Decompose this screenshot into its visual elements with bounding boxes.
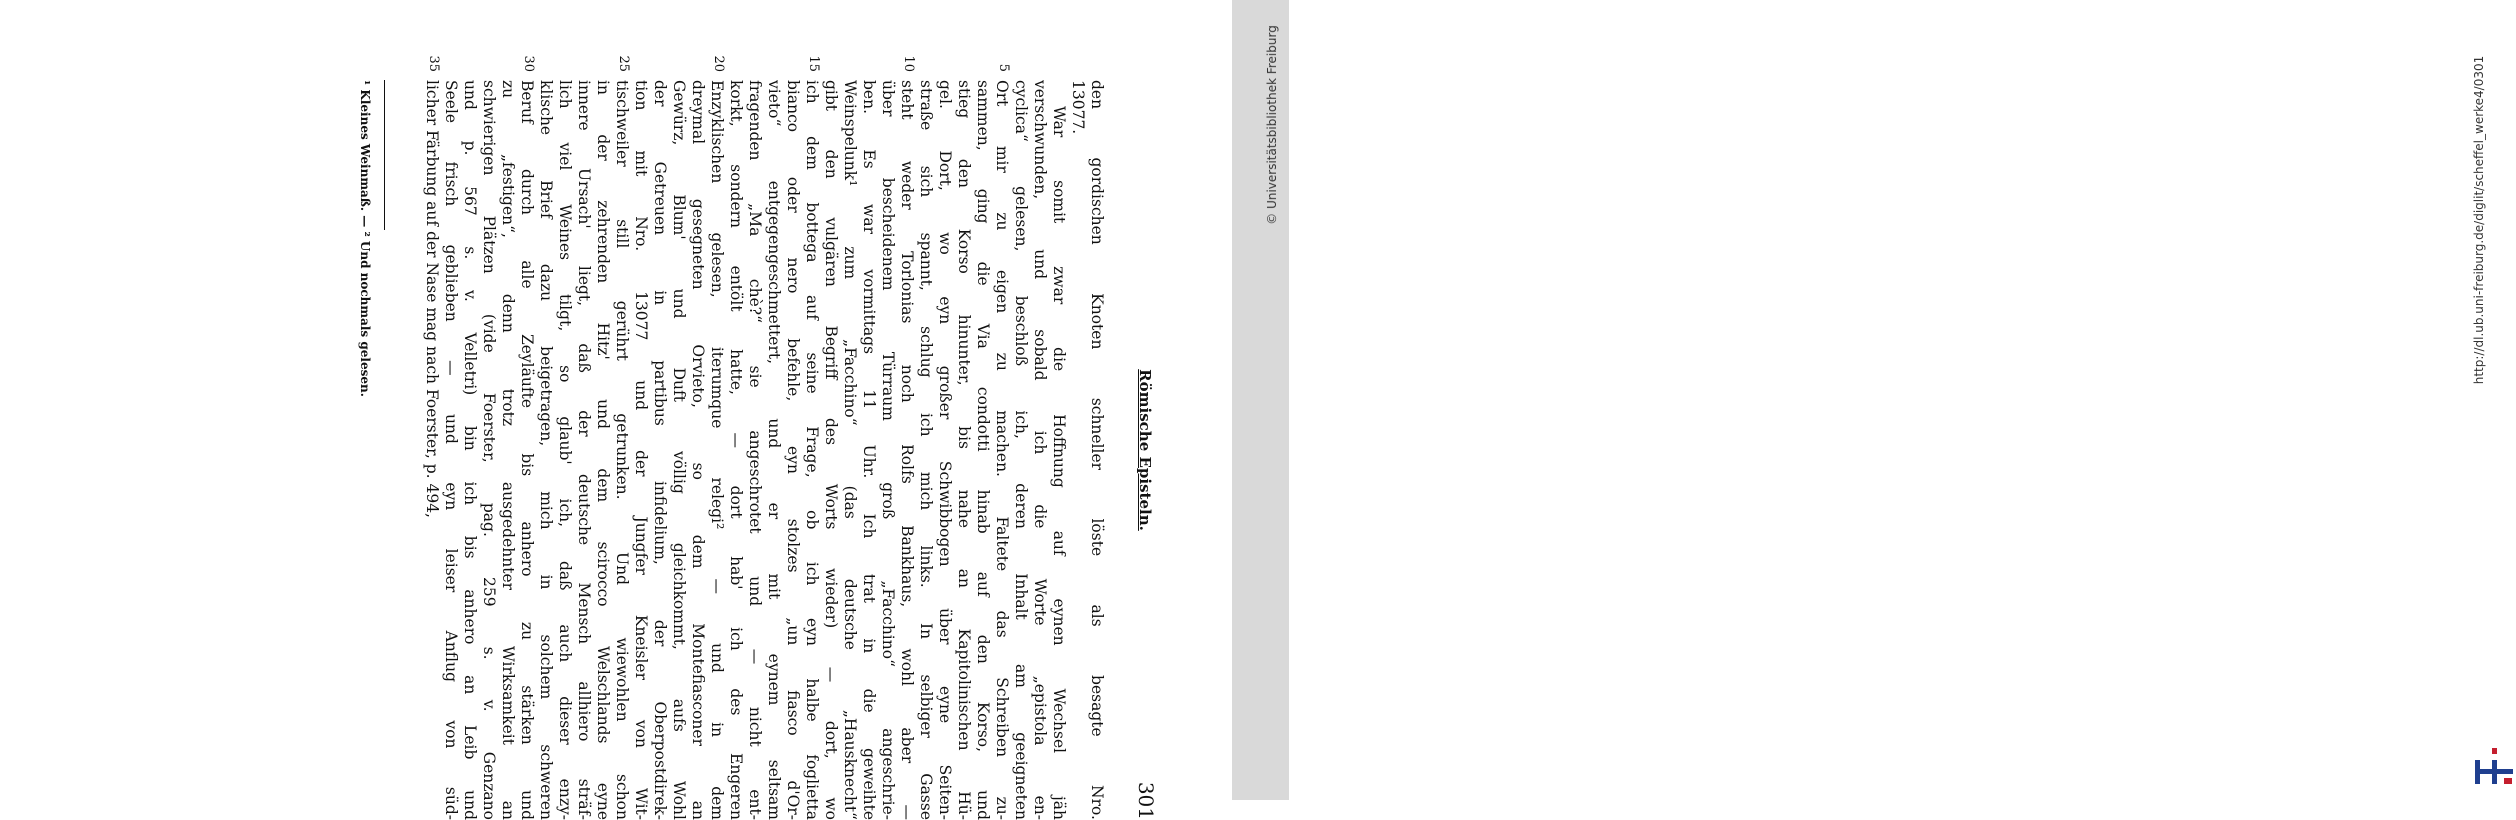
text-line: straße sich spannt, schlug ich mich links. In selbiger Gasse — [917, 80, 935, 820]
text-line: cyclica“ gelesen, beschloß ich, deren Inhalt am geeigneten — [1012, 80, 1030, 820]
line-number: 10 — [901, 55, 916, 72]
line-number: 25 — [616, 55, 631, 72]
scanned-page — [80, 55, 1160, 820]
line-number: 15 — [806, 55, 821, 72]
text-line: stieg den Korso hinunter, bis nahe an Kapitolinischen Hü- — [955, 80, 973, 820]
line-number: 30 — [521, 55, 536, 72]
text-line: sammen, ging die Via condotti hinab auf den Korso, und — [974, 80, 992, 820]
text-line: Seele frisch geblieben — und eyn leiser Anflug von süd- — [442, 80, 460, 820]
ub-freiburg-logo-icon — [2472, 748, 2516, 788]
text-line: innere Ursach' liegt, daß der deutsche Mensch allhiero sträf- — [575, 80, 593, 820]
text-line: tion mit Nro. 13077 und der Jungfer Kneisler von Wit- — [632, 80, 650, 820]
text-line: tischweiler still gerührt getrunken. Und wiewohlen schon — [613, 80, 631, 820]
text-line: steht weder Torlonias noch Rolfs Bankhaus, wohl aber — — [898, 80, 916, 820]
text-line: in der zehrenden Hitz' und dem scirocco Welschlands eyne — [594, 80, 612, 820]
text-line: 13077. — [1069, 80, 1087, 135]
page-number: 301 — [1134, 781, 1158, 820]
text-line: Gewürz, Blum' und Duft völlig gleichkommt, aufs Wohl — [670, 80, 688, 820]
text-line: schwierigen Plätzen (vide Foerster, pag. 259 s. v. Genzano — [480, 80, 498, 820]
viewer-sidebar — [1232, 0, 2486, 800]
page-header — [1120, 80, 1160, 820]
text-line: War somit zwar die Hoffnung auf eynen Wechsel jäh — [1050, 106, 1068, 820]
text-line: verschwunden, und sobald ich die Worte „epistola en- — [1031, 80, 1049, 820]
text-line: lich viel Weines tilgt, so glaub' ich, daß auch dieser enzy- — [556, 80, 574, 820]
text-line: gel. Dort, wo eyn großer Schwibbogen über eyne Seiten- — [936, 80, 954, 820]
text-line: den gordischen Knoten schneller löste als besagte Nro. — [1088, 80, 1106, 820]
text-line: und p. 567 s. v. Velletri) bin ich bis anhero an Leib und — [461, 80, 479, 820]
text-line: zu „festigen“, denn trotz ausgedehnter Wirksamkeit an — [499, 80, 517, 820]
text-line: gibt den vulgären Begriff des Worts wieder) — dort, wo — [822, 80, 840, 820]
footnote-rule — [384, 80, 385, 230]
text-line: korkt, sondern entölt hatte, — dort hab' ich des Engeren — [727, 80, 745, 820]
running-head: Römische Episteln. — [1136, 369, 1154, 531]
text-line: Enzyklischen gelesen, iterumque relegi² — und in dem — [708, 80, 726, 820]
body-text — [422, 55, 1106, 820]
text-line: Beruf durch alle Zeyläufte bis anhero zu stärken und — [518, 80, 536, 820]
text-line: der Getreuen in partibus infidelium, der Oberpostdirek- — [651, 80, 669, 820]
text-line: vieto“ entgegengeschmettert, und er mit eynem seltsam — [765, 80, 783, 820]
footnote: ¹ Kleines Weinmaß. — ² Und nochmals gelesen. — [358, 80, 372, 397]
text-line: Ort mir zu eigen zu machen. Faltete das Schreiben zu- — [993, 80, 1011, 820]
text-line: über bescheidenem Türraum groß „Facchino“ angeschrie- — [879, 80, 897, 820]
text-line: klische Brief dazu beigetragen, mich in solchem schweren — [537, 80, 555, 820]
line-number: 5 — [996, 63, 1011, 72]
text-line: Weinspelunk¹ zum „Facchino“ (das deutsche „Hausknecht“ — [841, 80, 859, 820]
text-line: licher Färbung auf der Nase mag nach Foerster, p. 494, — [423, 80, 441, 518]
copyright-notice: © Universitätsbibliothek Freiburg — [1265, 25, 1279, 225]
text-line: ich dem bottega auf seine Frage, ob ich eyn halbe foglietta — [803, 80, 821, 820]
permalink-url[interactable]: http://dl.ub.uni-freiburg.de/diglit/scheffel_werke4/0301 — [2472, 55, 2486, 385]
text-line: fragenden „Ma chè?“ sie angeschrotet und — nicht ent- — [746, 80, 764, 820]
line-number: 20 — [711, 55, 726, 72]
line-number: 35 — [426, 55, 441, 72]
text-line: bianco oder nero befehle, eyn stolzes „un fiasco d'Or- — [784, 80, 802, 820]
text-line: dreymal gesegneten Orvieto, so dem Montefiasconer an — [689, 80, 707, 820]
text-line: ben. Es war vormittags 11 Uhr. Ich trat in die geweihte — [860, 80, 878, 820]
